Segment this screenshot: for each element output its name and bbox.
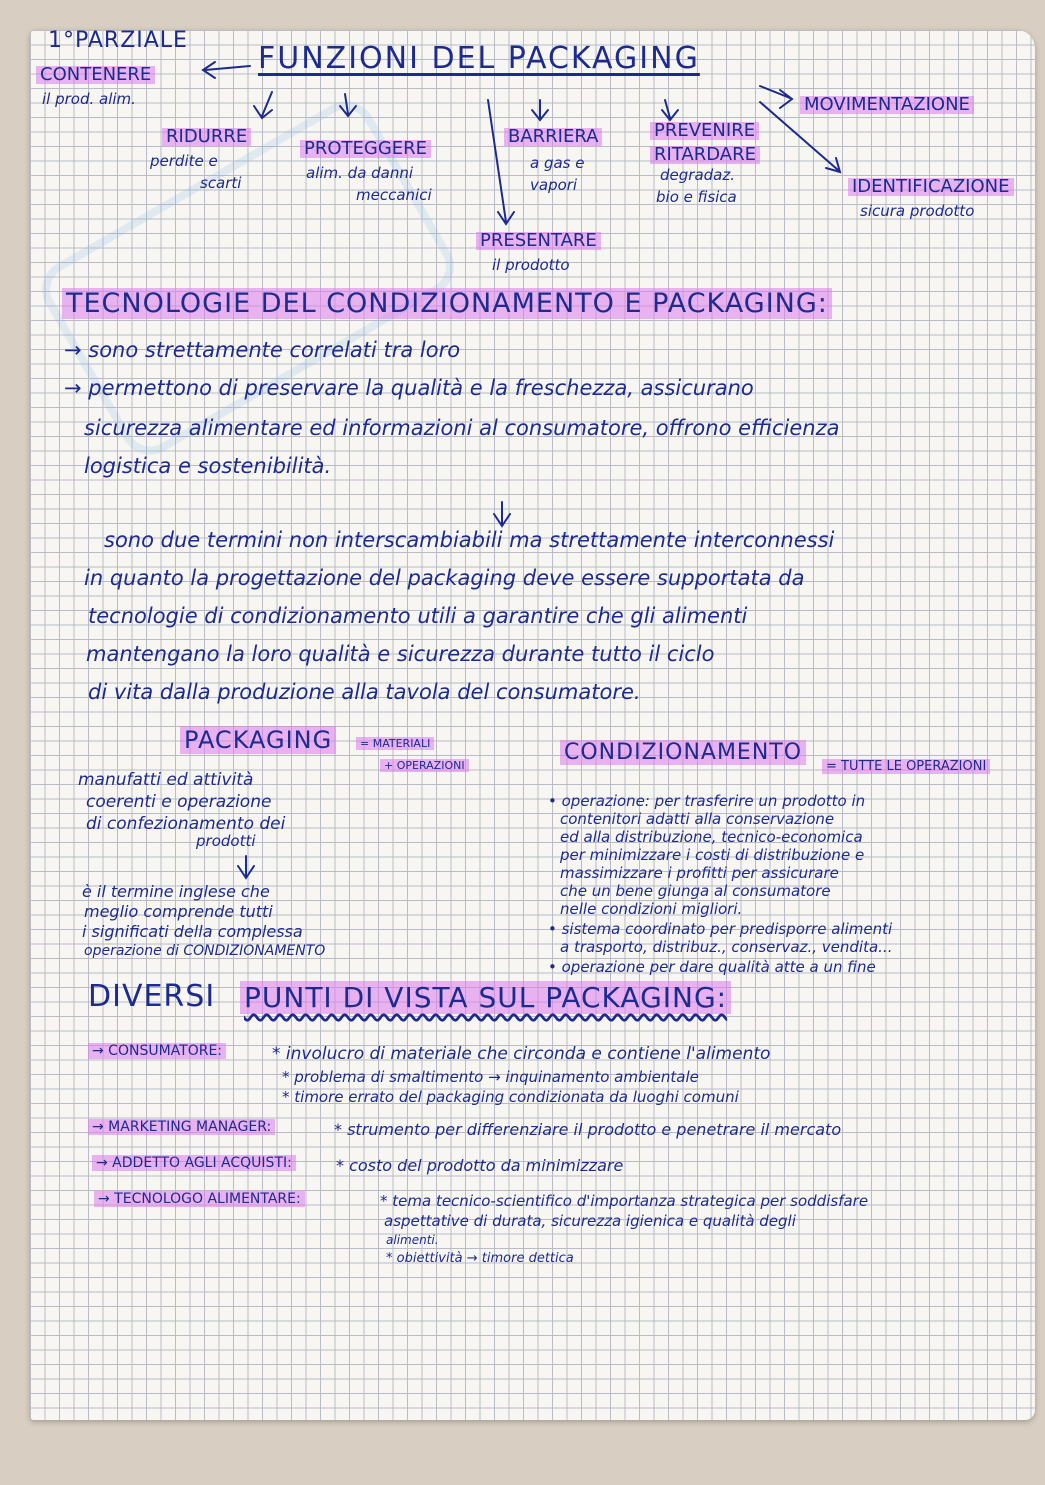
function-prevenire-desc-1: degradaz. bbox=[660, 166, 735, 184]
condizionamento-line-6: che un bene giunga al consumatore bbox=[560, 882, 831, 900]
acquisti-label bbox=[92, 1156, 296, 1170]
condizionamento-eq-text: = TUTTE LE OPERAZIONI bbox=[822, 759, 990, 774]
section-heading-punti-b-text: PUNTI DI VISTA SUL PACKAGING: bbox=[240, 981, 731, 1014]
packaging-eq-materiali bbox=[356, 738, 434, 749]
consumatore-label-text: → CONSUMATORE: bbox=[88, 1043, 226, 1059]
tecnologie-para-line-3: tecnologie di condizionamento utili a garantire che gli alimenti bbox=[88, 604, 748, 628]
section-heading-tecnologie bbox=[62, 290, 832, 317]
condizionamento-line-10: • operazione per dare qualità atte a un fine bbox=[548, 958, 876, 976]
tecnologo-label-text: → TECNOLOGO ALIMENTARE: bbox=[94, 1191, 305, 1207]
condizionamento-eq bbox=[822, 760, 990, 773]
tecnologie-para-line-1: sono due termini non interscambiabili ma strettamente interconnessi bbox=[104, 528, 835, 552]
acquisti-line-1: * costo del prodotto da minimizzare bbox=[336, 1156, 624, 1175]
function-identificazione: IDENTIFICAZIONE bbox=[848, 178, 1014, 196]
function-barriera-desc-1: a gas e bbox=[530, 154, 585, 172]
function-identificazione-desc: sicura prodotto bbox=[860, 202, 975, 220]
marketing-label-text: → MARKETING MANAGER: bbox=[88, 1119, 275, 1135]
condizionamento-line-7: nelle condizioni migliori. bbox=[560, 900, 743, 918]
function-contenere-desc: il prod. alim. bbox=[42, 90, 136, 108]
consumatore-line-3: * timore errato del packaging condizionata da luoghi comuni bbox=[282, 1088, 739, 1106]
function-ridurre: RIDURRE bbox=[162, 128, 251, 146]
function-proteggere-desc-1: alim. da danni bbox=[306, 164, 414, 182]
packaging-line-4: prodotti bbox=[196, 832, 256, 850]
function-movimentazione: MOVIMENTAZIONE bbox=[800, 96, 974, 114]
section-heading-punti-a: DIVERSI bbox=[88, 979, 216, 1014]
packaging-line-1: manufatti ed attività bbox=[78, 770, 254, 790]
condizionamento-line-5: massimizzare i profitti per assicurare bbox=[560, 864, 839, 882]
function-ridurre-desc-1: perdite e bbox=[150, 152, 218, 170]
packaging-line-5: è il termine inglese che bbox=[82, 882, 270, 901]
function-ridurre-desc-2: scarti bbox=[200, 174, 242, 192]
function-prevenire-desc-2: bio e fisica bbox=[656, 188, 737, 206]
function-presentare-desc: il prodotto bbox=[492, 256, 570, 274]
tecnologo-line-2: aspettative di durata, sicurezza igienica e qualità degli bbox=[384, 1212, 796, 1230]
condizionamento-line-4: per minimizzare i costi di distribuzione e bbox=[560, 846, 865, 864]
condizionamento-line-3: ed alla distribuzione, tecnico-economica bbox=[560, 828, 863, 846]
packaging-line-3: di confezionamento dei bbox=[86, 814, 286, 834]
packaging-line-7: i significati della complessa bbox=[82, 922, 303, 941]
condizionamento-title bbox=[560, 742, 806, 764]
tecnologo-label bbox=[94, 1192, 305, 1206]
packaging-eq-operazioni-text: + OPERAZIONI bbox=[380, 759, 469, 772]
acquisti-label-text: → ADDETTO AGLI ACQUISTI: bbox=[92, 1155, 296, 1171]
packaging-title bbox=[180, 728, 336, 752]
tecnologie-para-line-5: di vita dalla produzione alla tavola del consumatore. bbox=[88, 680, 641, 704]
condizionamento-line-8: • sistema coordinato per predisporre alimenti bbox=[548, 920, 893, 938]
condizionamento-line-1: • operazione: per trasferire un prodotto in bbox=[548, 792, 866, 810]
packaging-eq-materiali-text: = MATERIALI bbox=[356, 737, 434, 750]
consumatore-line-1: * involucro di materiale che circonda e contiene l'alimento bbox=[272, 1044, 771, 1064]
marketing-line-1: * strumento per differenziare il prodotto e penetrare il mercato bbox=[334, 1120, 842, 1139]
function-prevenire: PREVENIRE bbox=[650, 122, 759, 140]
packaging-line-8: operazione di CONDIZIONAMENTO bbox=[84, 943, 326, 959]
consumatore-line-2: * problema di smaltimento → inquinamento ambientale bbox=[282, 1068, 699, 1086]
tecnologie-bullet-1: → sono strettamente correlati tra loro bbox=[64, 338, 461, 362]
consumatore-label bbox=[88, 1044, 226, 1058]
tecnologo-line-4: * obiettività → timore dettica bbox=[386, 1251, 574, 1266]
section-heading-tecnologie-text: TECNOLOGIE DEL CONDIZIONAMENTO E PACKAGING: bbox=[62, 288, 832, 319]
condizionamento-line-2: contenitori adatti alla conservazione bbox=[560, 810, 835, 828]
condizionamento-title-text: CONDIZIONAMENTO bbox=[560, 740, 806, 765]
tecnologie-bullet-2-line-1: → permettono di preservare la qualità e la freschezza, assicurano bbox=[64, 376, 754, 400]
packaging-line-2: coerenti e operazione bbox=[86, 792, 272, 812]
packaging-eq-operazioni bbox=[380, 760, 469, 771]
function-presentare: PRESENTARE bbox=[476, 232, 601, 250]
packaging-title-text: PACKAGING bbox=[180, 726, 336, 754]
section-heading-punti-b bbox=[240, 981, 731, 1014]
page-tag: 1°PARZIALE bbox=[48, 28, 188, 53]
condizionamento-line-9: a trasporto, distribuz., conservaz., vendita... bbox=[560, 938, 893, 956]
function-ritardare: RITARDARE bbox=[650, 146, 760, 164]
function-contenere: CONTENERE bbox=[36, 66, 155, 84]
tecnologo-line-3: alimenti. bbox=[386, 1233, 439, 1247]
tecnologie-para-line-4: mantengano la loro qualità e sicurezza durante tutto il ciclo bbox=[86, 642, 715, 666]
function-proteggere: PROTEGGERE bbox=[300, 140, 431, 158]
page-title: FUNZIONI DEL PACKAGING bbox=[258, 41, 700, 76]
marketing-label bbox=[88, 1120, 275, 1134]
function-proteggere-desc-2: meccanici bbox=[356, 186, 432, 204]
packaging-line-6: meglio comprende tutti bbox=[84, 902, 273, 921]
tecnologo-line-1: * tema tecnico-scientifico d'importanza strategica per soddisfare bbox=[380, 1192, 869, 1210]
function-barriera-desc-2: vapori bbox=[530, 176, 578, 194]
tecnologie-bullet-2-line-3: logistica e sostenibilità. bbox=[84, 454, 332, 478]
tecnologie-para-line-2: in quanto la progettazione del packaging deve essere supportata da bbox=[84, 566, 805, 590]
function-barriera: BARRIERA bbox=[504, 128, 602, 146]
tecnologie-bullet-2-line-2: sicurezza alimentare ed informazioni al consumatore, offrono efficienza bbox=[84, 416, 840, 440]
